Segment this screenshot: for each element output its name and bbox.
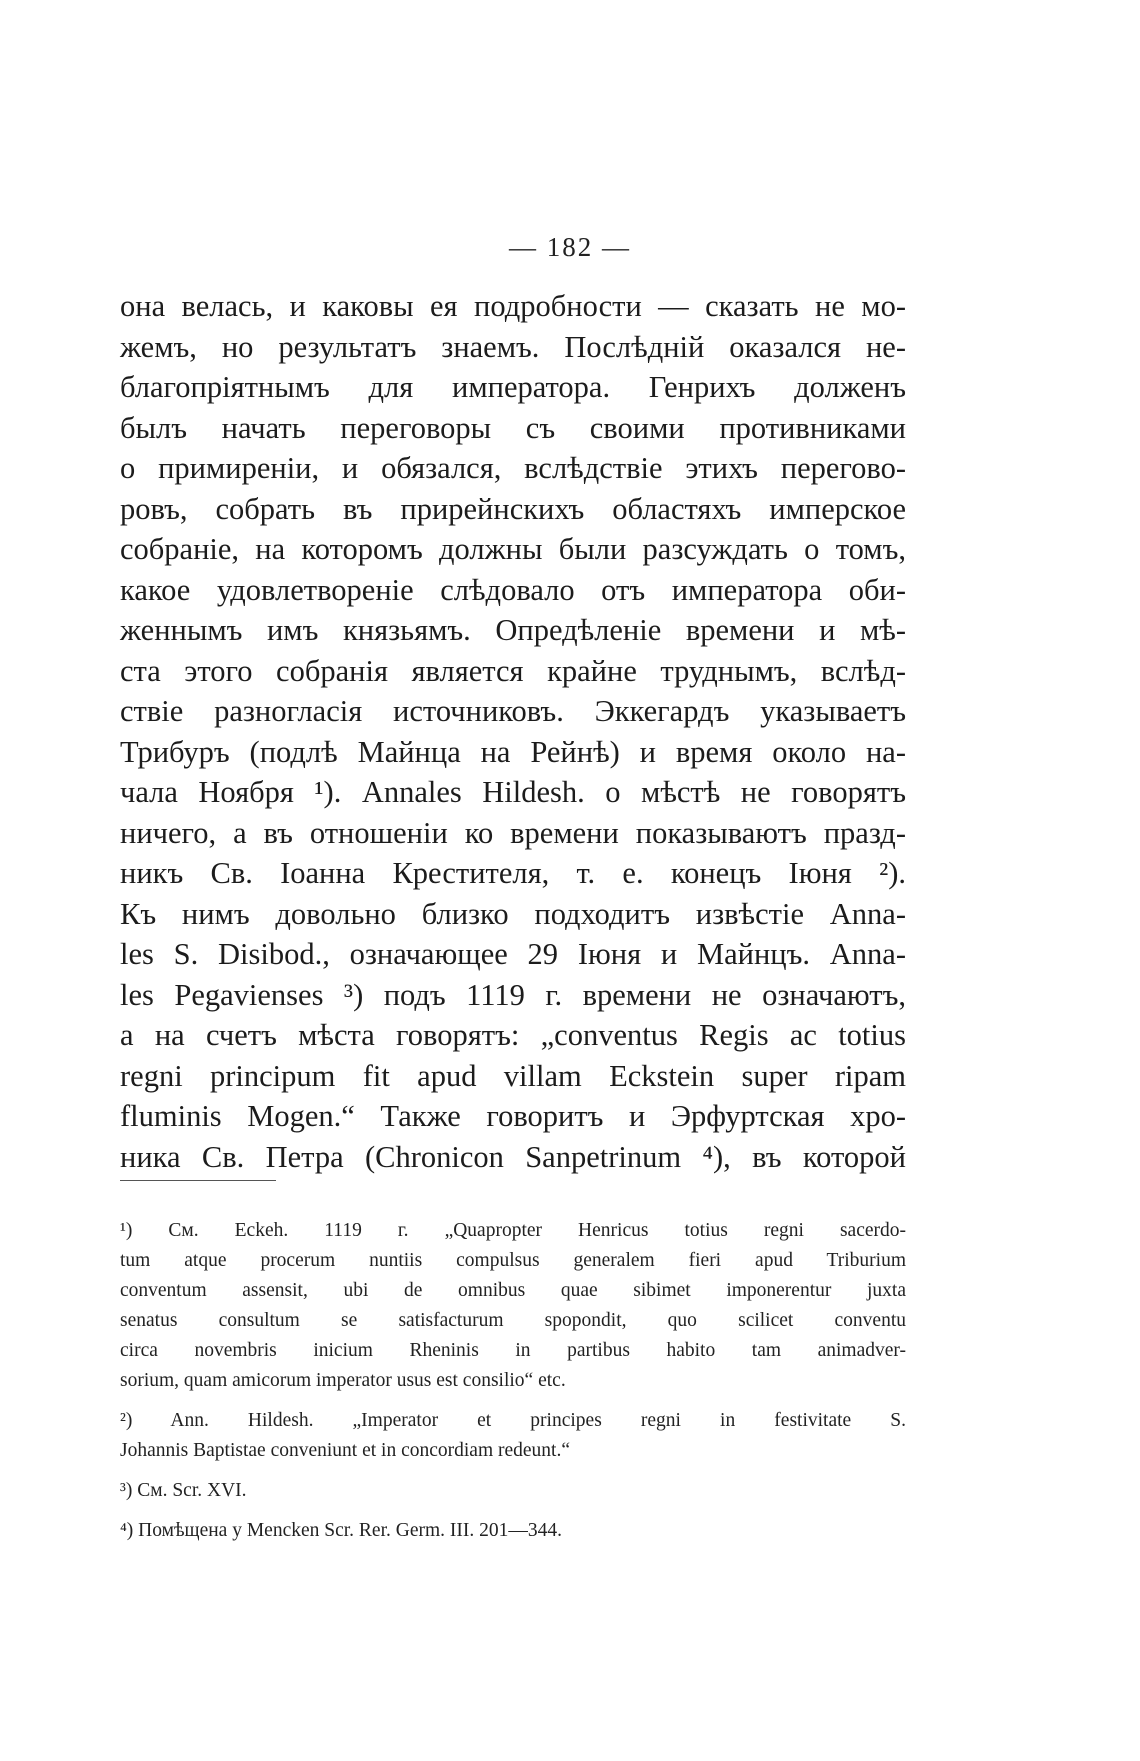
footnote-3 — [120, 1476, 906, 1506]
footnote-line: ⁴) Помѣщена у Mencken Scr. Rer. Germ. III. 201—344. — [120, 1520, 563, 1541]
text-line: Къ нимъ довольно близко подходитъ извѣстіе Anna- — [120, 896, 906, 931]
text-line: женнымъ имъ князьямъ. Опредѣленіе времени и мѣ- — [120, 613, 906, 647]
footnote-line: ³) См. Scr. XVI. — [120, 1480, 247, 1501]
footnote-1 — [120, 1216, 906, 1396]
text-line: Трибуръ (подлѣ Майнца на Рейнѣ) и время около на- — [120, 734, 906, 769]
text-line: les S. Disibod., означающее 29 Іюня и Майнцъ. Anna- — [120, 937, 906, 971]
footnotes-block — [120, 1216, 906, 1556]
text-line: о примиреніи, и обязался, вслѣдствіе этихъ перегово- — [120, 451, 906, 485]
text-line: les Pegavienses ³) подъ 1119 г. времени не означаютъ, — [120, 977, 906, 1012]
footnote-line: ¹) См. Eckeh. 1119 г. „Quapropter Henricus totius regni sacerdo- — [120, 1220, 907, 1241]
text-line: жемъ, но результатъ знаемъ. Послѣдній оказался не- — [120, 329, 906, 364]
text-line: ничего, а въ отношеніи ко времени показываютъ празд- — [120, 815, 906, 850]
main-text-block — [120, 286, 906, 1177]
footnote-marker: ¹) — [120, 1220, 133, 1241]
text-line: а на счетъ мѣста говорятъ: „conventus Regis ac totius — [120, 1018, 906, 1052]
footnote-marker: ³) — [120, 1480, 133, 1501]
text-line: чала Ноября ¹). Annales Hildesh. о мѣстѣ не говорятъ — [120, 775, 906, 809]
footnote-marker: ⁴) — [120, 1520, 134, 1541]
page-number: — 182 — — [509, 232, 631, 262]
text-line: собраніе, на которомъ должны были разсуждать о томъ, — [120, 532, 906, 566]
text-line: она велась, и каковы ея подробности — сказать не мо- — [120, 289, 906, 323]
footnote-line: sorium, quam amicorum imperator usus est consilio“ etc. — [120, 1370, 566, 1391]
footnote-separator — [120, 1180, 276, 1181]
text-line: ника Св. Петра (Chronicon Sanpetrinum ⁴), въ которой — [120, 1139, 906, 1174]
text-line: никъ Св. Іоанна Крестителя, т. е. конецъ Іюня ²). — [120, 856, 906, 890]
text-line: ста этого собранія является крайне труднымъ, вслѣд- — [120, 653, 906, 688]
text-line: какое удовлетвореніе слѣдовало отъ императора оби- — [120, 572, 906, 607]
footnote-4 — [120, 1516, 906, 1546]
text-line: былъ начать переговоры съ своими противниками — [120, 410, 906, 445]
footnote-line: ²) Ann. Hildesh. „Imperator et principes regni in festivitate S. — [120, 1410, 906, 1431]
text-line: ствіе разногласія источниковъ. Эккегардъ указываетъ — [120, 694, 906, 728]
footnote-line: conventum assensit, ubi de omnibus quae sibimet imponerentur juxta — [120, 1280, 906, 1301]
footnote-2 — [120, 1406, 906, 1466]
text-line: regni principum fit apud villam Eckstein super ripam — [120, 1058, 906, 1093]
text-line: fluminis Mogen.“ Также говоритъ и Эрфуртская хро- — [120, 1099, 906, 1133]
text-line: ровъ, собрать въ прирейнскихъ областяхъ имперское — [120, 491, 906, 526]
footnote-line: tum atque procerum nuntiis compulsus generalem fieri apud Triburium — [120, 1250, 906, 1271]
footnote-line: senatus consultum se satisfacturum spopondit, quo scilicet conventu — [120, 1310, 906, 1331]
footnote-line: Johannis Baptistae conveniunt et in concordiam redeunt.“ — [120, 1440, 570, 1461]
text-line: благопріятнымъ для императора. Генрихъ долженъ — [120, 370, 906, 404]
footnote-marker: ²) — [120, 1410, 133, 1431]
footnote-line: circa novembris inicium Rheninis in partibus habito tam animadver- — [120, 1340, 906, 1361]
